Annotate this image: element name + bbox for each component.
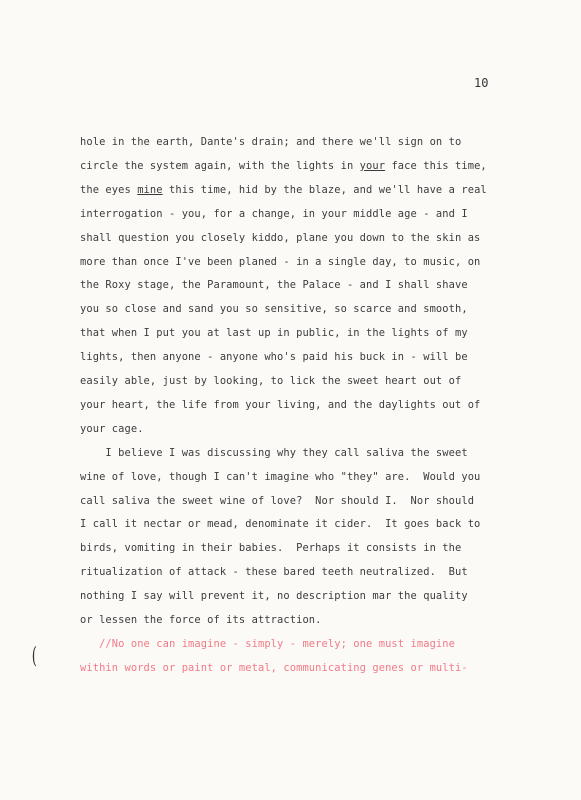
underlined-word: your xyxy=(359,159,386,172)
text-segment: circle the system again, with the lights in xyxy=(80,159,360,172)
text-line: lights, then anyone - anyone who's paid his buck in - will be xyxy=(80,351,468,364)
text-line: I believe I was discussing why they call saliva the sweet xyxy=(80,446,468,459)
text-line: more than once I've been planed - in a single day, to music, on xyxy=(80,255,481,268)
page-number: 10 xyxy=(474,76,489,90)
margin-parenthesis-mark: ( xyxy=(31,644,37,669)
text-segment: face this time, xyxy=(385,159,487,172)
text-line xyxy=(80,160,487,172)
text-line: the Roxy stage, the Paramount, the Palace - and I shall shave xyxy=(80,279,468,292)
text-line: birds, vomiting in their babies. Perhaps it consists in the xyxy=(80,542,462,555)
text-line: your heart, the life from your living, and the daylights out of xyxy=(80,398,481,411)
text-line-red: within words or paint or metal, communicating genes or multi- xyxy=(80,661,468,674)
text-line: wine of love, though I can't imagine who "they" are. Would you xyxy=(80,470,481,483)
underlined-word: mine xyxy=(137,183,163,196)
text-line: interrogation - you, for a change, in your middle age - and I xyxy=(80,207,468,220)
text-line: or lessen the force of its attraction. xyxy=(80,614,322,626)
text-segment: this time, hid by the blaze, and we'll have a real xyxy=(162,183,487,196)
text-line: you so close and sand you so sensitive, so scarce and smooth, xyxy=(80,303,468,316)
text-line: that when I put you at last up in public, in the lights of my xyxy=(80,327,468,340)
text-line-red: //No one can imagine - simply - merely; one must imagine xyxy=(80,637,455,650)
text-line: call saliva the sweet wine of love? Nor should I. Nor should xyxy=(80,494,475,507)
text-line: I call it nectar or mead, denominate it cider. It goes back to xyxy=(80,518,481,531)
text-line xyxy=(80,184,487,196)
text-line: your cage. xyxy=(80,422,144,435)
text-segment: the eyes xyxy=(80,183,138,196)
text-line: nothing I say will prevent it, no description mar the quality xyxy=(80,590,468,603)
text-line: easily able, just by looking, to lick the sweet heart out of xyxy=(80,375,462,387)
text-line: shall question you closely kiddo, plane you down to the skin as xyxy=(80,231,481,244)
text-line: hole in the earth, Dante's drain; and there we'll sign on to xyxy=(80,136,462,148)
text-line: ritualization of attack - these bared teeth neutralized. But xyxy=(80,566,468,579)
